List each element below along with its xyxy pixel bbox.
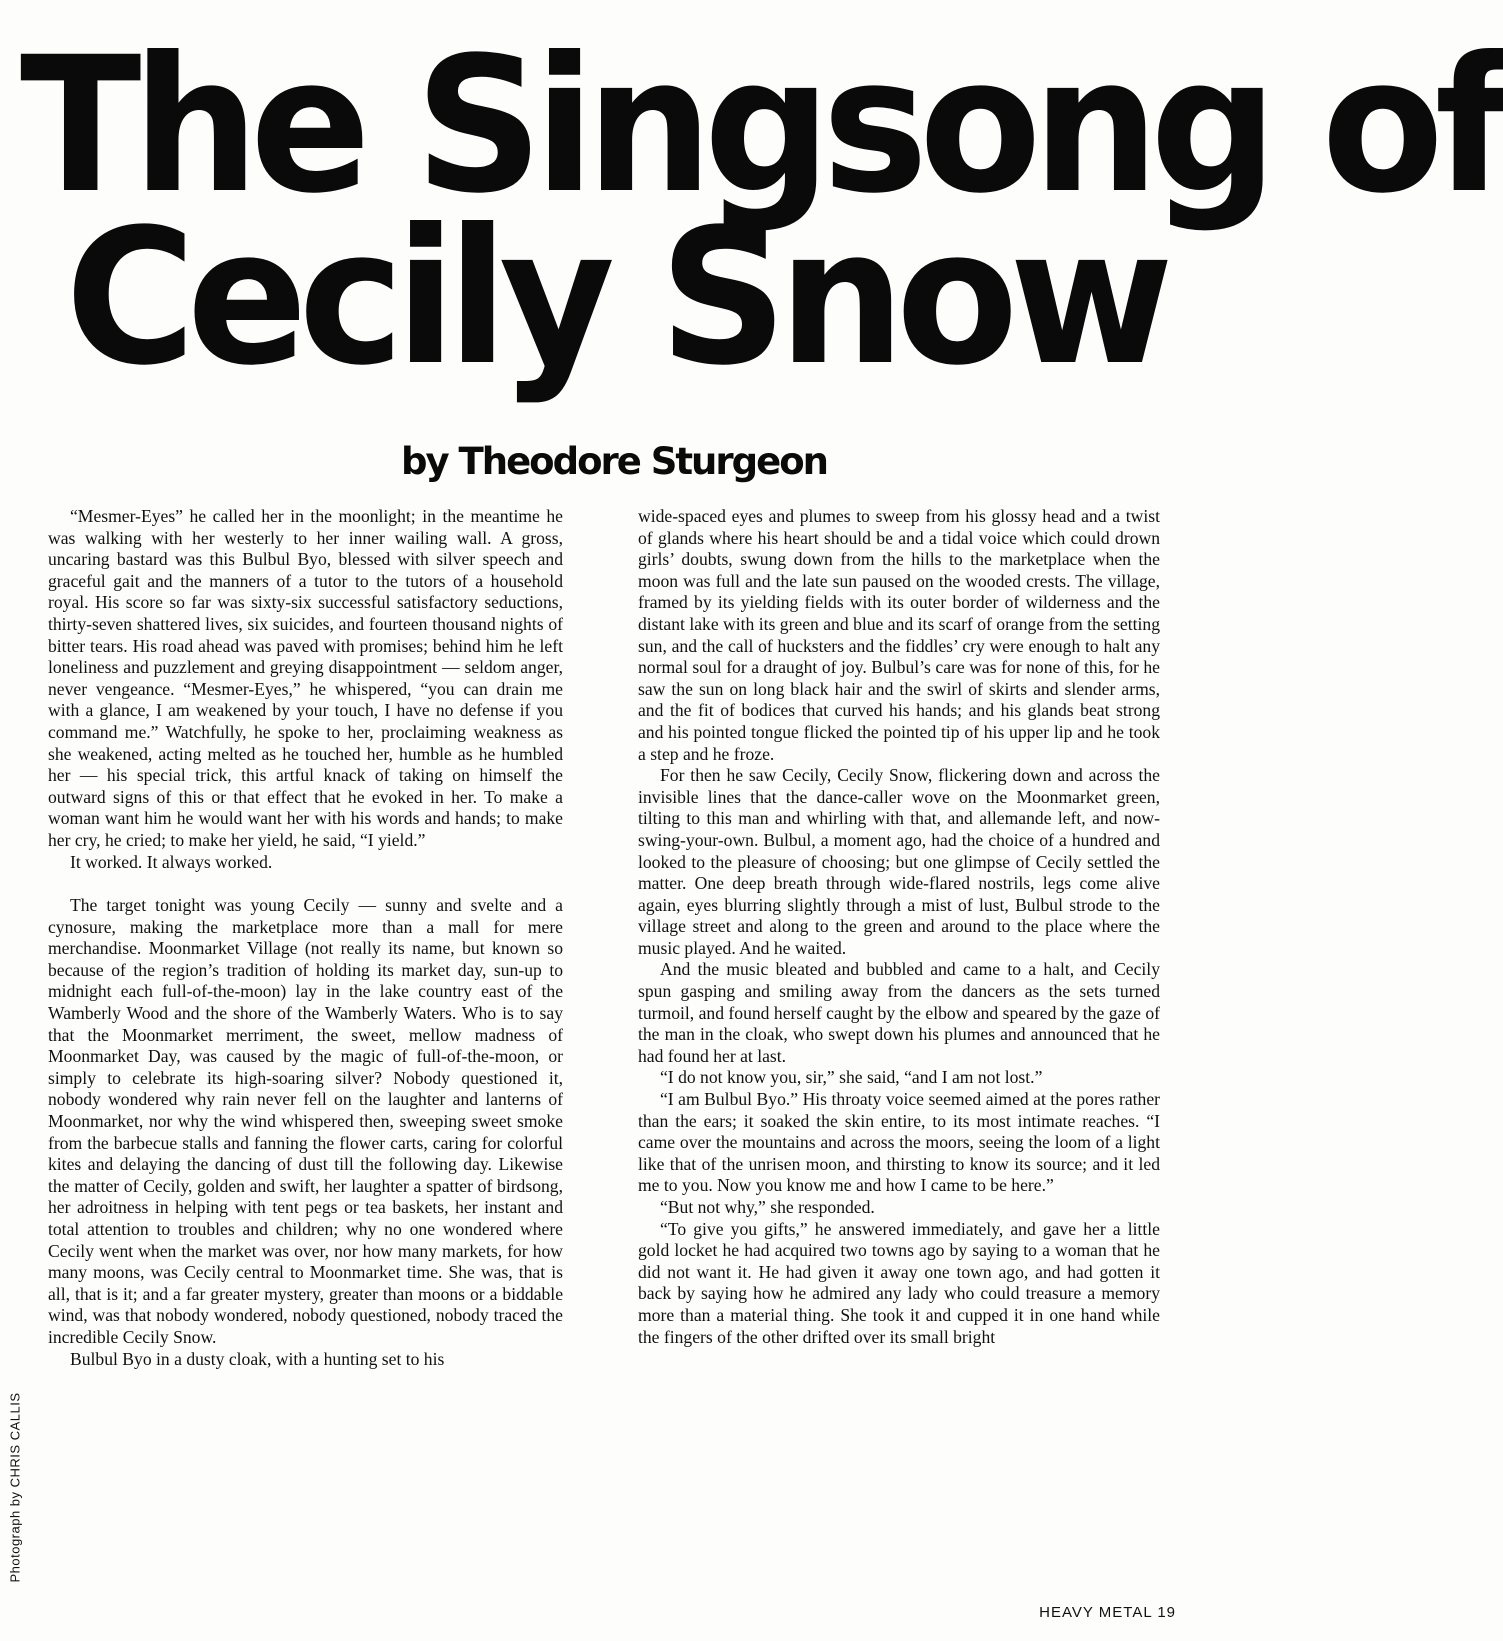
paragraph: For then he saw Cecily, Cecily Snow, flickering down and across the invisible lines that the dance-caller wove on the Moonmarket green, tilting to this man and whirling with that, and allemande left, and now-swing-your-own. Bulbul, a moment ago, had the choice of a hundred and looked to the pleasure of choosing; but one glimpse of Cecily settled the matter. One deep breath through wide-flared nostrils, legs come alive again, eyes blurring slightly through a mist of lust, Bulbul strode to the village street and along to the green and around to the place where the music played. And he waited. bbox=[638, 765, 1160, 958]
title-line-1: The Singsong of bbox=[20, 16, 1503, 235]
paragraph: “Mesmer-Eyes” he called her in the moonlight; in the meantime he was walking with her westerly to her inner wailing wall. A gross, uncaring bastard was this Bulbul Byo, blessed with silver speech and graceful gait and the manners of a tutor to the tutors of a household royal. His score so far was sixty-six successful satisfactory seductions, thirty-seven shattered lives, six suicides, and fourteen thousand nights of bitter tears. His road ahead was paved with promises; behind him he left loneliness and puzzlement and greying disappointment — seldom anger, never vengeance. “Mesmer-Eyes,” he whispered, “you can drain me with a glance, I am weakened by your touch, I have no defense if you command me.” Watchfully, he spoke to her, proclaiming weakness as she weakened, acting melted as he touched her, humble as he humbled her — his special trick, this artful knack of taking on himself the outward signs of this or that effect that he evoked in her. To make a woman want him he would want her with his words and hands; to make her cry, he cried; to make her yield, he said, “I yield.” bbox=[48, 506, 563, 850]
left-column bbox=[48, 506, 563, 1370]
paragraph: “I am Bulbul Byo.” His throaty voice seemed aimed at the pores rather than the ears; it soaked the skin entire, to its most intimate reaches. “I came over the mountains and across the moors, seeing the loom of a light like that of the unrisen moon, and thirsting to know its source; and it led me to you. Now you know me and how I came to be here.” bbox=[638, 1089, 1160, 1196]
title-line-2: Cecily Snow bbox=[65, 188, 1165, 407]
article-title bbox=[20, 16, 1503, 407]
paragraph: “I do not know you, sir,” she said, “and I am not lost.” bbox=[660, 1067, 1043, 1088]
paragraph: It worked. It always worked. bbox=[70, 851, 273, 872]
paragraph: wide-spaced eyes and plumes to sweep from his glossy head and a twist of glands where his heart should be and a tidal voice which could drown girls’ doubts, swung down from the hills to the marketplace when the moon was full and the late sun paused on the wooded crests. The village, framed by its yielding fields with its outer border of wilderness and the distant lake with its green and blue and its scarf of orange from the setting sun, and the call of hucksters and the fiddles’ cry were enough to halt any normal soul for a draught of joy. Bulbul’s care was for none of this, for he saw the sun on long black hair and the swirl of skirts and slender arms, and the fit of bodices that curved his hands; and his glands beat strong and his pointed tongue flicked the pointed tip of his upper lip and he took a step and he froze. bbox=[638, 506, 1160, 764]
photo-credit: Photograph by CHRIS CALLIS bbox=[7, 1392, 23, 1583]
paragraph: The target tonight was young Cecily — sunny and svelte and a cynosure, making the marketplace more than a mall for mere merchandise. Moonmarket Village (not really its name, but known so because of the region’s tradition of holding its market day, sun-up to midnight each full-of-the-moon) lay in the lake country east of the Wamberly Wood and the shore of the Wamberly Waters. Who is to say that the Moonmarket merriment, the sweet, mellow madness of Moonmarket Day, was caused by the magic of full-of-the-moon, or simply to celebrate its high-soaring silver? Nobody questioned it, nobody wondered why rain never fell on the laughter and lanterns of Moonmarket, nor why the wind whispered then, sweeping sweet smoke from the barbecue stalls and fanning the flower carts, caring for colorful kites and delaying the dancing of dust till the following day. Likewise the matter of Cecily, golden and swift, her laughter a spatter of birdsong, her adroitness in helping with tent pegs or tea baskets, her instant and total attention to troubles and children; why no one wondered where Cecily went when the market was over, nor how many markets, for how many moons, was Cecily central to Moonmarket time. She was, that is all, that is it; and a far greater mystery, greater than moons or a biddable wind, was that nobody wondered, nobody questioned, nobody traced the incredible Cecily Snow. bbox=[48, 895, 563, 1347]
paragraph: “To give you gifts,” he answered immediately, and gave her a little gold locket he had acquired two towns ago by saying to a woman that he did not want it. He had given it away one town ago, and had gotten it back by saying how he admired any lady who could treasure a memory more than a material thing. She took it and cupped it in one hand while the fingers of the other drifted over its small bright bbox=[638, 1218, 1160, 1347]
paragraph: Bulbul Byo in a dusty cloak, with a hunting set to his bbox=[70, 1348, 445, 1369]
right-column bbox=[638, 506, 1160, 1348]
page-footer: HEAVY METAL 19 bbox=[1039, 1604, 1176, 1621]
paragraph: “But not why,” she responded. bbox=[660, 1197, 875, 1217]
paragraph: And the music bleated and bubbled and came to a halt, and Cecily spun gasping and smiling away from the dancers as the sets turned turmoil, and found herself caught by the elbow and speared by the gaze of the man in the cloak, who swept down his plumes and announced that he had found her at last. bbox=[638, 959, 1160, 1066]
byline: by Theodore Sturgeon bbox=[401, 440, 827, 483]
